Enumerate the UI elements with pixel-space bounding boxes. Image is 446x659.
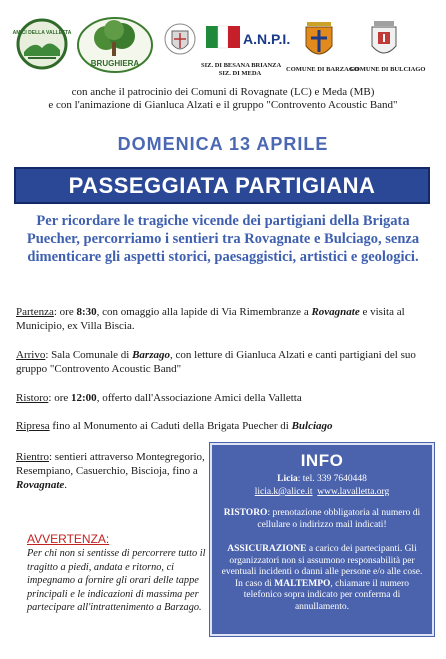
- rientro-label: Rientro: [16, 451, 49, 463]
- ristoro-label: Ristoro: [16, 392, 49, 404]
- arrivo-place: Barzago: [132, 349, 170, 361]
- intro-paragraph: Per ricordare le tragiche vicende dei partigiani della Brigata Puecher, percorriamo i sentieri tra Rovagnate e Bulciago, senza dimenticare gli aspetti storici, paesaggistici, artistici e geologici.: [26, 213, 420, 265]
- anpi-caption-1: SIZ. DI BESANA BRIANZA: [201, 62, 282, 69]
- anpi-logo: [201, 20, 291, 78]
- patronage-line-2: e con l'animazione di Gianluca Alzati e il gruppo "Controvento Acoustic Band": [48, 99, 398, 111]
- ripresa-item: Ripresa fino al Monumento ai Caduti della Brigata Puecher di Bulciago: [16, 420, 333, 432]
- barzago-caption: COMUNE DI BARZAGO: [286, 66, 359, 73]
- info-maltempo-label: MALTEMPO: [274, 578, 331, 589]
- info-licia-label: Licia: [277, 474, 298, 484]
- bulciago-caption: COMUNE DI BULCIAGO: [350, 66, 426, 73]
- rientro-item: Rientro: sentieri attraverso Montegregorio, Resempiano, Casuerchio, Biscioja, fino a Rovagnate.: [16, 451, 205, 491]
- patronage-text: [0, 86, 446, 112]
- partenza-item: Partenza: ore 8:30, con omaggio alla lapide di Via Rimembranze a Rovagnate e visita al Municipio, ex Villa Biscia.: [16, 306, 405, 332]
- ristoro-item: Ristoro: ore 12:00, offerto dall'Associazione Amici della Valletta: [16, 392, 302, 404]
- anpi-caption-2: SIZ. DI MEDA: [218, 70, 262, 77]
- info-title: INFO: [300, 451, 344, 470]
- info-links-line: [218, 487, 426, 499]
- partenza-place: Rovagnate: [311, 306, 360, 318]
- brughiera-logo: [76, 16, 154, 74]
- info-website-link[interactable]: www.lavalletta.org: [317, 487, 390, 497]
- patronage-line-1: con anche il patrocinio dei Comuni di Rovagnate (LC) e Meda (MB): [71, 86, 375, 98]
- info-ristoro-note: RISTORO: prenotazione obbligatoria al numero di cellulare o indirizzo mail indicati!: [223, 508, 421, 530]
- info-assicurazione-label: ASSICURAZIONE: [227, 544, 307, 554]
- bulciago-crest-logo: [350, 18, 426, 76]
- barzago-crest-logo: [286, 18, 359, 76]
- partenza-label: Partenza: [16, 306, 54, 318]
- valletta-logo: [12, 18, 72, 70]
- info-ristoro-label: RISTORO: [223, 508, 268, 518]
- partenza-time: 8:30: [76, 306, 97, 318]
- avvertenza-title: AVVERTENZA:: [27, 532, 110, 546]
- info-box: [210, 443, 434, 636]
- info-assicurazione-note: ASSICURAZIONE a carico dei partecipanti. Gli organizzatori non si assumono responsabilità per eventuali incidenti o danni alle persone e/o alle cose. In caso di MALTEMPO, chiamare il numero telefonico sopra indicato per conferma di annullamento.: [221, 544, 423, 612]
- info-email-link[interactable]: licia.k@alice.it: [254, 487, 313, 497]
- arrivo-label: Arrivo: [16, 349, 46, 361]
- besana-crest-logo: [163, 22, 197, 64]
- brughiera-logo-text: BRUGHIERA: [90, 59, 140, 68]
- ripresa-place: Bulciago: [291, 420, 333, 432]
- ripresa-label: Ripresa: [16, 420, 50, 432]
- rientro-place: Rovagnate: [16, 479, 65, 491]
- info-contact-line: [218, 474, 426, 486]
- info-licia-phone: : tel. 339 7640448: [297, 474, 367, 484]
- arrivo-item: Arrivo: Sala Comunale di Barzago, con letture di Gianluca Alzati e canti partigiani del suo gruppo "Controvento Acoustic Band": [16, 349, 416, 375]
- valletta-logo-text: AMICI DELLA VALLETTA: [12, 30, 72, 36]
- event-date: DOMENICA 13 APRILE: [117, 134, 329, 154]
- ristoro-time: 12:00: [71, 392, 97, 404]
- avvertenza-text: Per chi non si sentisse di percorrere tutto il tragitto a piedi, andata e ritorno, ci impegnamo a fornire gli orari delle tappe principali e le indicazioni di massima per partecipare all'intrattenimento a Barzago.: [27, 548, 206, 613]
- logos-bar: [0, 0, 446, 84]
- title-banner: [14, 167, 430, 204]
- anpi-logo-text: A.N.P.I.: [243, 31, 291, 47]
- event-title: PASSEGGIATA PARTIGIANA: [68, 172, 376, 198]
